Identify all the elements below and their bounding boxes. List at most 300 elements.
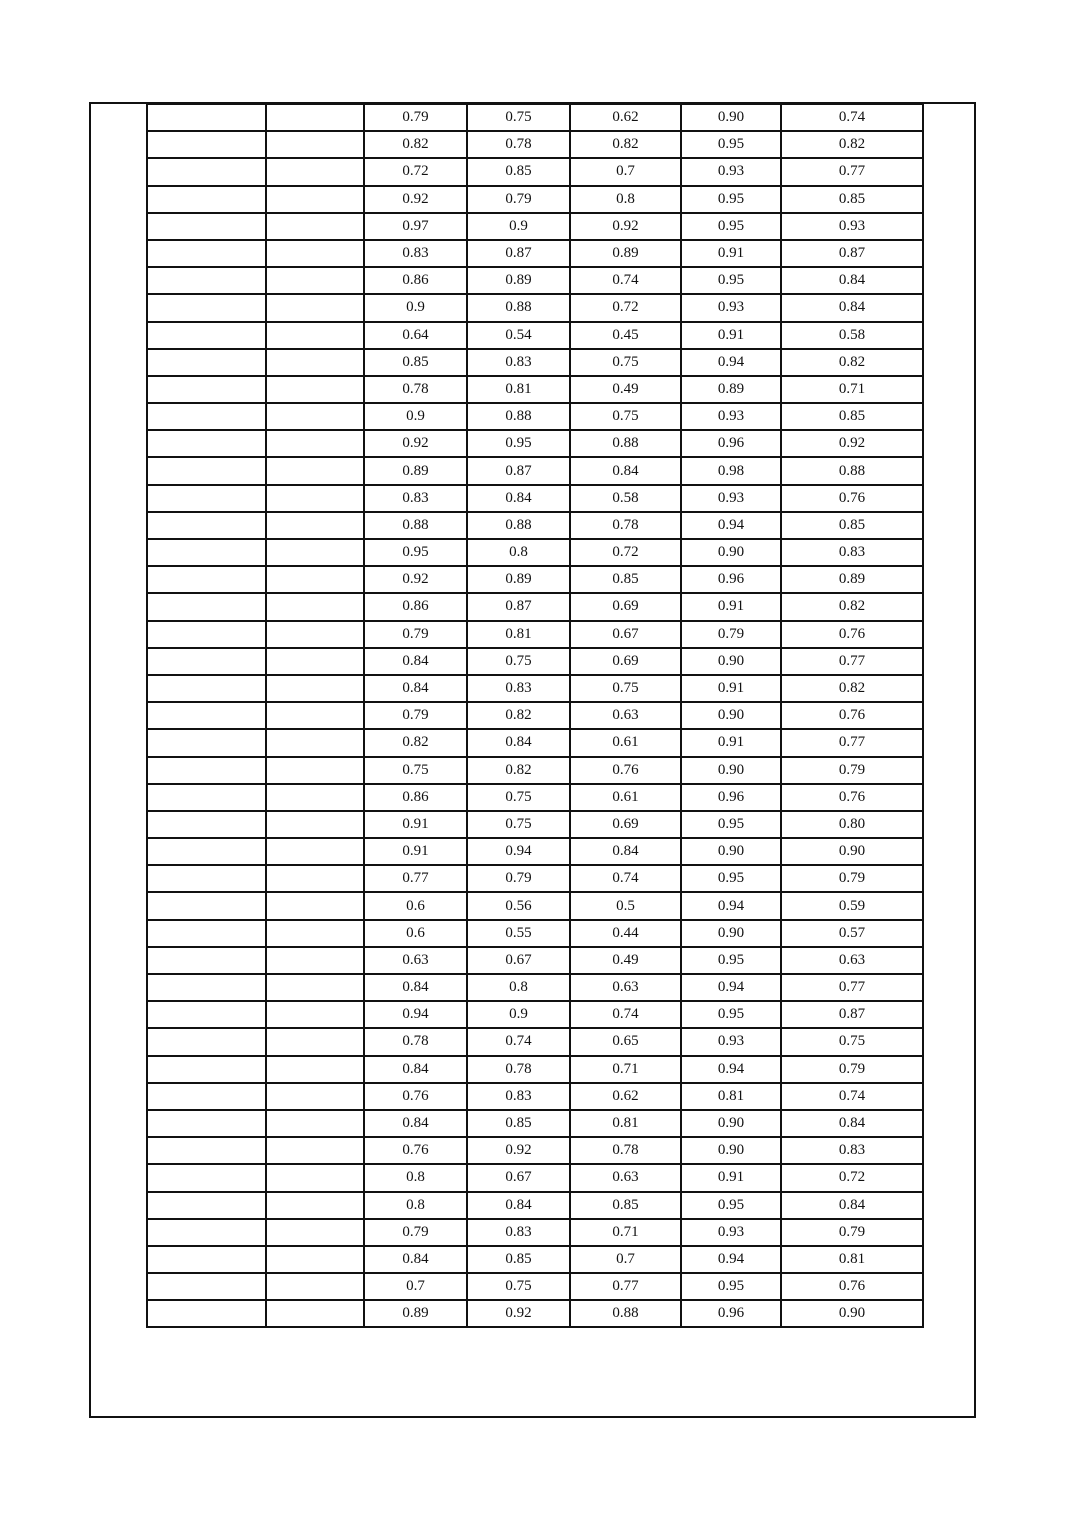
value-cell: 0.65 <box>570 1028 681 1055</box>
value-cell: 0.84 <box>781 1192 923 1219</box>
empty-cell <box>266 294 364 321</box>
value-cell: 0.76 <box>570 757 681 784</box>
value-cell: 0.63 <box>781 947 923 974</box>
value-cell: 0.6 <box>364 920 467 947</box>
value-cell: 0.88 <box>467 512 570 539</box>
empty-cell <box>147 974 266 1001</box>
empty-cell <box>147 729 266 756</box>
value-cell: 0.84 <box>781 1110 923 1137</box>
empty-cell <box>266 784 364 811</box>
value-cell: 0.85 <box>781 512 923 539</box>
value-cell: 0.82 <box>781 349 923 376</box>
value-cell: 0.92 <box>781 430 923 457</box>
value-cell: 0.84 <box>781 267 923 294</box>
table-row <box>147 430 923 457</box>
empty-cell <box>147 621 266 648</box>
table-row <box>147 811 923 838</box>
value-cell: 0.90 <box>681 539 781 566</box>
empty-cell <box>147 1083 266 1110</box>
table-row <box>147 648 923 675</box>
value-cell: 0.58 <box>781 322 923 349</box>
value-cell: 0.85 <box>781 186 923 213</box>
value-cell: 0.88 <box>364 512 467 539</box>
value-cell: 0.91 <box>681 729 781 756</box>
empty-cell <box>266 539 364 566</box>
value-cell: 0.87 <box>467 240 570 267</box>
table-row <box>147 403 923 430</box>
value-cell: 0.91 <box>681 675 781 702</box>
empty-cell <box>147 892 266 919</box>
empty-cell <box>147 267 266 294</box>
table-row <box>147 213 923 240</box>
value-cell: 0.83 <box>467 349 570 376</box>
value-cell: 0.88 <box>781 457 923 484</box>
empty-cell <box>147 593 266 620</box>
value-cell: 0.90 <box>681 920 781 947</box>
empty-cell <box>147 186 266 213</box>
value-cell: 0.84 <box>364 974 467 1001</box>
value-cell: 0.78 <box>364 1028 467 1055</box>
empty-cell <box>266 865 364 892</box>
value-cell: 0.77 <box>781 729 923 756</box>
value-cell: 0.92 <box>467 1300 570 1327</box>
empty-cell <box>266 675 364 702</box>
value-cell: 0.79 <box>781 757 923 784</box>
value-cell: 0.98 <box>681 457 781 484</box>
value-cell: 0.78 <box>570 512 681 539</box>
value-cell: 0.9 <box>467 213 570 240</box>
value-cell: 0.84 <box>364 1246 467 1273</box>
value-cell: 0.7 <box>570 158 681 185</box>
value-cell: 0.86 <box>364 267 467 294</box>
value-cell: 0.83 <box>364 240 467 267</box>
empty-cell <box>266 1164 364 1191</box>
value-cell: 0.91 <box>681 593 781 620</box>
value-cell: 0.84 <box>364 675 467 702</box>
value-cell: 0.49 <box>570 947 681 974</box>
value-cell: 0.94 <box>467 838 570 865</box>
value-cell: 0.90 <box>681 1110 781 1137</box>
value-cell: 0.89 <box>467 267 570 294</box>
empty-cell <box>266 648 364 675</box>
value-cell: 0.95 <box>681 1273 781 1300</box>
value-cell: 0.81 <box>570 1110 681 1137</box>
empty-cell <box>266 322 364 349</box>
value-cell: 0.69 <box>570 593 681 620</box>
empty-cell <box>147 512 266 539</box>
value-cell: 0.79 <box>364 621 467 648</box>
value-cell: 0.76 <box>364 1137 467 1164</box>
table-row <box>147 1001 923 1028</box>
value-cell: 0.92 <box>364 566 467 593</box>
empty-cell <box>266 1273 364 1300</box>
value-cell: 0.83 <box>364 485 467 512</box>
value-cell: 0.82 <box>781 131 923 158</box>
value-cell: 0.49 <box>570 376 681 403</box>
empty-cell <box>147 1300 266 1327</box>
value-cell: 0.75 <box>467 648 570 675</box>
table-row <box>147 349 923 376</box>
value-cell: 0.76 <box>364 1083 467 1110</box>
value-cell: 0.72 <box>781 1164 923 1191</box>
value-cell: 0.91 <box>364 838 467 865</box>
value-cell: 0.91 <box>681 322 781 349</box>
table-row <box>147 892 923 919</box>
value-cell: 0.83 <box>467 675 570 702</box>
value-cell: 0.71 <box>570 1219 681 1246</box>
empty-cell <box>266 947 364 974</box>
value-cell: 0.76 <box>781 621 923 648</box>
value-cell: 0.89 <box>570 240 681 267</box>
value-cell: 0.74 <box>570 865 681 892</box>
value-cell: 0.79 <box>781 865 923 892</box>
value-cell: 0.71 <box>781 376 923 403</box>
value-cell: 0.94 <box>681 349 781 376</box>
table-row <box>147 729 923 756</box>
empty-cell <box>147 1192 266 1219</box>
empty-cell <box>266 1246 364 1273</box>
value-cell: 0.74 <box>570 267 681 294</box>
value-cell: 0.96 <box>681 784 781 811</box>
value-cell: 0.87 <box>781 1001 923 1028</box>
empty-cell <box>147 865 266 892</box>
empty-cell <box>266 186 364 213</box>
value-cell: 0.94 <box>681 1056 781 1083</box>
value-cell: 0.85 <box>467 1246 570 1273</box>
empty-cell <box>266 1300 364 1327</box>
value-cell: 0.82 <box>570 131 681 158</box>
table-row <box>147 865 923 892</box>
value-cell: 0.55 <box>467 920 570 947</box>
empty-cell <box>147 1273 266 1300</box>
empty-cell <box>266 1001 364 1028</box>
value-cell: 0.75 <box>781 1028 923 1055</box>
value-cell: 0.94 <box>681 892 781 919</box>
value-cell: 0.85 <box>781 403 923 430</box>
empty-cell <box>147 1219 266 1246</box>
empty-cell <box>266 621 364 648</box>
value-cell: 0.58 <box>570 485 681 512</box>
value-cell: 0.76 <box>781 702 923 729</box>
empty-cell <box>266 1056 364 1083</box>
empty-cell <box>266 920 364 947</box>
value-cell: 0.95 <box>681 213 781 240</box>
value-cell: 0.88 <box>467 403 570 430</box>
empty-cell <box>266 1192 364 1219</box>
empty-cell <box>266 349 364 376</box>
table-row <box>147 267 923 294</box>
empty-cell <box>266 702 364 729</box>
value-cell: 0.88 <box>570 1300 681 1327</box>
value-cell: 0.78 <box>467 1056 570 1083</box>
value-cell: 0.87 <box>467 593 570 620</box>
empty-cell <box>147 457 266 484</box>
value-cell: 0.78 <box>467 131 570 158</box>
table-row <box>147 1028 923 1055</box>
value-cell: 0.85 <box>364 349 467 376</box>
empty-cell <box>147 1001 266 1028</box>
table-row <box>147 1300 923 1327</box>
empty-cell <box>266 566 364 593</box>
value-cell: 0.78 <box>570 1137 681 1164</box>
table-row <box>147 1164 923 1191</box>
empty-cell <box>266 892 364 919</box>
empty-cell <box>147 1028 266 1055</box>
value-cell: 0.85 <box>570 566 681 593</box>
table-row <box>147 158 923 185</box>
table-row <box>147 512 923 539</box>
empty-cell <box>147 539 266 566</box>
value-cell: 0.95 <box>681 811 781 838</box>
value-cell: 0.90 <box>681 757 781 784</box>
table-row <box>147 702 923 729</box>
table-row <box>147 104 923 131</box>
value-cell: 0.75 <box>570 403 681 430</box>
table-row <box>147 974 923 1001</box>
value-cell: 0.75 <box>364 757 467 784</box>
value-cell: 0.90 <box>781 1300 923 1327</box>
value-cell: 0.7 <box>570 1246 681 1273</box>
value-cell: 0.87 <box>467 457 570 484</box>
value-cell: 0.8 <box>570 186 681 213</box>
value-cell: 0.84 <box>467 729 570 756</box>
table-row <box>147 1219 923 1246</box>
empty-cell <box>147 240 266 267</box>
value-cell: 0.89 <box>364 457 467 484</box>
value-cell: 0.63 <box>570 974 681 1001</box>
value-cell: 0.91 <box>364 811 467 838</box>
empty-cell <box>147 1056 266 1083</box>
table-row <box>147 1246 923 1273</box>
empty-cell <box>266 376 364 403</box>
value-cell: 0.62 <box>570 1083 681 1110</box>
empty-cell <box>147 1246 266 1273</box>
value-cell: 0.80 <box>781 811 923 838</box>
value-cell: 0.75 <box>467 104 570 131</box>
empty-cell <box>147 485 266 512</box>
value-cell: 0.88 <box>467 294 570 321</box>
empty-cell <box>147 947 266 974</box>
value-cell: 0.83 <box>467 1219 570 1246</box>
value-cell: 0.74 <box>781 1083 923 1110</box>
value-cell: 0.8 <box>364 1192 467 1219</box>
value-cell: 0.67 <box>467 1164 570 1191</box>
table-row <box>147 485 923 512</box>
empty-cell <box>266 403 364 430</box>
value-cell: 0.83 <box>781 539 923 566</box>
table-row <box>147 131 923 158</box>
empty-cell <box>147 702 266 729</box>
empty-cell <box>266 1219 364 1246</box>
value-cell: 0.84 <box>364 1110 467 1137</box>
value-cell: 0.96 <box>681 566 781 593</box>
empty-cell <box>147 1137 266 1164</box>
value-cell: 0.82 <box>467 757 570 784</box>
empty-cell <box>147 648 266 675</box>
value-cell: 0.57 <box>781 920 923 947</box>
value-cell: 0.94 <box>681 974 781 1001</box>
value-cell: 0.63 <box>570 1164 681 1191</box>
value-cell: 0.85 <box>467 158 570 185</box>
empty-cell <box>266 267 364 294</box>
value-cell: 0.78 <box>364 376 467 403</box>
value-cell: 0.75 <box>467 1273 570 1300</box>
value-cell: 0.96 <box>681 430 781 457</box>
value-cell: 0.84 <box>570 457 681 484</box>
empty-cell <box>266 430 364 457</box>
value-cell: 0.79 <box>467 865 570 892</box>
value-cell: 0.72 <box>570 539 681 566</box>
value-cell: 0.90 <box>681 838 781 865</box>
value-cell: 0.79 <box>364 104 467 131</box>
value-cell: 0.9 <box>364 294 467 321</box>
value-cell: 0.79 <box>364 1219 467 1246</box>
value-cell: 0.81 <box>681 1083 781 1110</box>
empty-cell <box>147 811 266 838</box>
table-row <box>147 757 923 784</box>
value-cell: 0.64 <box>364 322 467 349</box>
empty-cell <box>266 457 364 484</box>
value-cell: 0.67 <box>467 947 570 974</box>
empty-cell <box>147 1110 266 1137</box>
value-cell: 0.89 <box>467 566 570 593</box>
value-cell: 0.69 <box>570 648 681 675</box>
value-cell: 0.72 <box>570 294 681 321</box>
value-cell: 0.89 <box>364 1300 467 1327</box>
value-cell: 0.54 <box>467 322 570 349</box>
empty-cell <box>147 376 266 403</box>
value-cell: 0.76 <box>781 784 923 811</box>
table-row <box>147 1192 923 1219</box>
value-cell: 0.84 <box>467 485 570 512</box>
value-cell: 0.95 <box>681 186 781 213</box>
value-cell: 0.63 <box>364 947 467 974</box>
value-cell: 0.82 <box>467 702 570 729</box>
value-cell: 0.77 <box>570 1273 681 1300</box>
table-row <box>147 566 923 593</box>
value-cell: 0.77 <box>364 865 467 892</box>
value-cell: 0.93 <box>681 485 781 512</box>
value-cell: 0.8 <box>467 539 570 566</box>
empty-cell <box>266 1083 364 1110</box>
empty-cell <box>147 158 266 185</box>
value-cell: 0.9 <box>467 1001 570 1028</box>
value-cell: 0.5 <box>570 892 681 919</box>
value-cell: 0.84 <box>364 1056 467 1083</box>
value-cell: 0.89 <box>781 566 923 593</box>
empty-cell <box>147 104 266 131</box>
value-cell: 0.76 <box>781 1273 923 1300</box>
value-cell: 0.93 <box>681 1219 781 1246</box>
value-cell: 0.79 <box>781 1056 923 1083</box>
value-cell: 0.84 <box>364 648 467 675</box>
value-cell: 0.82 <box>364 729 467 756</box>
empty-cell <box>266 757 364 784</box>
empty-cell <box>266 485 364 512</box>
empty-cell <box>266 512 364 539</box>
table-row <box>147 838 923 865</box>
value-cell: 0.94 <box>681 512 781 539</box>
empty-cell <box>147 675 266 702</box>
empty-cell <box>266 1137 364 1164</box>
value-cell: 0.95 <box>681 131 781 158</box>
value-cell: 0.85 <box>570 1192 681 1219</box>
value-cell: 0.81 <box>467 376 570 403</box>
value-cell: 0.88 <box>570 430 681 457</box>
value-cell: 0.72 <box>364 158 467 185</box>
value-cell: 0.95 <box>681 947 781 974</box>
value-cell: 0.95 <box>681 1192 781 1219</box>
value-cell: 0.94 <box>364 1001 467 1028</box>
value-cell: 0.84 <box>781 294 923 321</box>
value-cell: 0.75 <box>467 784 570 811</box>
value-cell: 0.44 <box>570 920 681 947</box>
table-row <box>147 1273 923 1300</box>
empty-cell <box>147 920 266 947</box>
table-row <box>147 1056 923 1083</box>
value-cell: 0.92 <box>570 213 681 240</box>
table-row <box>147 1110 923 1137</box>
value-cell: 0.92 <box>467 1137 570 1164</box>
table-row <box>147 457 923 484</box>
value-cell: 0.86 <box>364 784 467 811</box>
value-cell: 0.84 <box>570 838 681 865</box>
data-table <box>146 103 924 1328</box>
value-cell: 0.7 <box>364 1273 467 1300</box>
value-cell: 0.86 <box>364 593 467 620</box>
empty-cell <box>266 811 364 838</box>
table-row <box>147 947 923 974</box>
table-row <box>147 675 923 702</box>
value-cell: 0.90 <box>681 104 781 131</box>
table-row <box>147 240 923 267</box>
empty-cell <box>266 1028 364 1055</box>
table-row <box>147 539 923 566</box>
empty-cell <box>266 729 364 756</box>
value-cell: 0.74 <box>570 1001 681 1028</box>
value-cell: 0.92 <box>364 186 467 213</box>
value-cell: 0.77 <box>781 974 923 1001</box>
value-cell: 0.9 <box>364 403 467 430</box>
value-cell: 0.81 <box>781 1246 923 1273</box>
value-cell: 0.79 <box>364 702 467 729</box>
table-row <box>147 294 923 321</box>
value-cell: 0.61 <box>570 784 681 811</box>
value-cell: 0.76 <box>781 485 923 512</box>
empty-cell <box>147 838 266 865</box>
value-cell: 0.93 <box>681 294 781 321</box>
value-cell: 0.90 <box>781 838 923 865</box>
empty-cell <box>147 349 266 376</box>
value-cell: 0.95 <box>681 1001 781 1028</box>
value-cell: 0.95 <box>364 539 467 566</box>
value-cell: 0.81 <box>467 621 570 648</box>
value-cell: 0.79 <box>681 621 781 648</box>
value-cell: 0.75 <box>570 349 681 376</box>
value-cell: 0.94 <box>681 1246 781 1273</box>
empty-cell <box>147 430 266 457</box>
empty-cell <box>266 104 364 131</box>
value-cell: 0.91 <box>681 1164 781 1191</box>
value-cell: 0.79 <box>781 1219 923 1246</box>
value-cell: 0.62 <box>570 104 681 131</box>
value-cell: 0.45 <box>570 322 681 349</box>
value-cell: 0.82 <box>364 131 467 158</box>
value-cell: 0.90 <box>681 1137 781 1164</box>
empty-cell <box>266 593 364 620</box>
empty-cell <box>266 240 364 267</box>
empty-cell <box>147 784 266 811</box>
